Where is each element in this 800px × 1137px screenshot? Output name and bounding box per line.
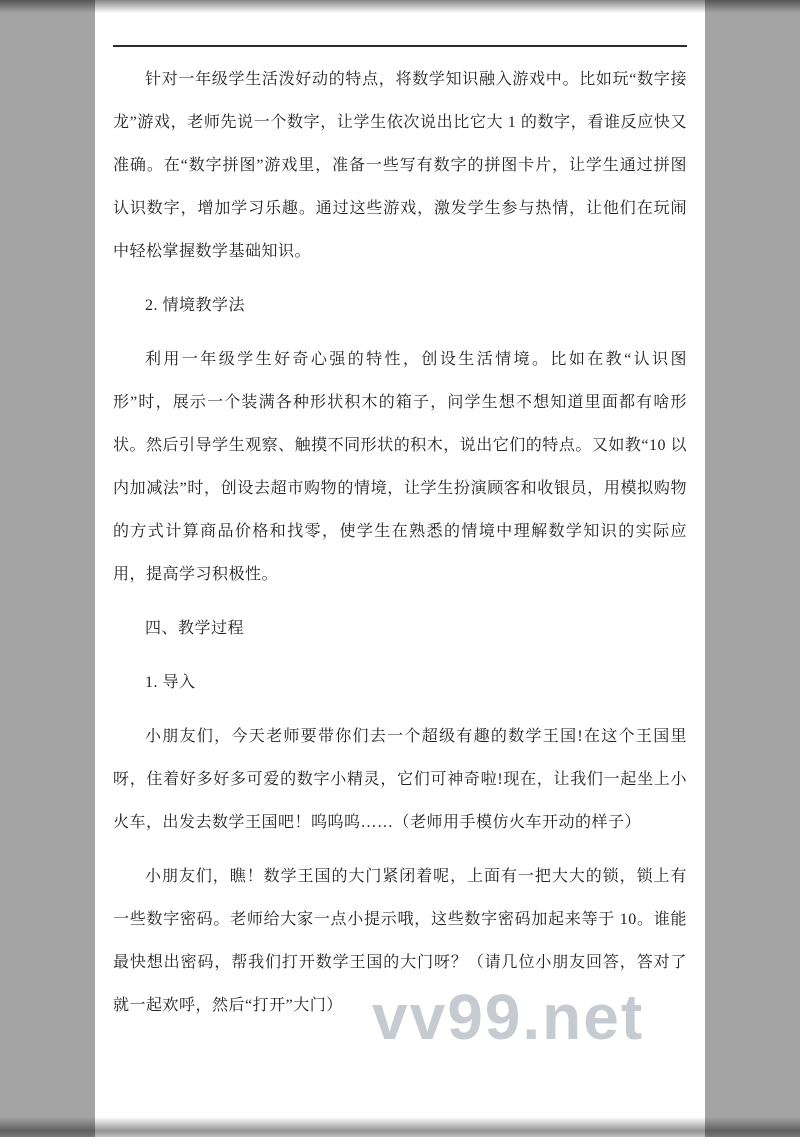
section-heading: 1. 导入 (145, 674, 196, 691)
paragraph: 小朋友们，今天老师要带你们去一个超级有趣的数学王国!在这个王国里呀，住着好多好多可爱的数字小精灵，它们可神奇啦!现在，让我们一起坐上小火车，出发去数学王国吧！呜呜呜……（老师用手模仿火车开动的样子） (113, 728, 687, 831)
document-page (95, 0, 705, 1137)
section-heading: 四、教学过程 (145, 620, 245, 637)
watermark: vv99.net (372, 981, 645, 1053)
paragraph: 利用一年级学生好奇心强的特性，创设生活情境。比如在教“认识图形”时，展示一个装满各种形状积木的箱子，问学生想不想知道里面都有啥形状。然后引导学生观察、触摸不同形状的积木，说出它们的特点。又如教“10 以内加减法”时，创设去超市购物的情境，让学生扮演顾客和收银员，用模拟购物的方式计算商品价格和找零，使学生在熟悉的情境中理解数学知识的实际应用，提高学习积极性。 (113, 351, 687, 583)
header-rule (113, 45, 687, 47)
paragraph: 小朋友们，瞧！数学王国的大门紧闭着呢，上面有一把大大的锁，锁上有一些数字密码。老师给大家一点小提示哦，这些数字密码加起来等于 10。谁能最快想出密码，帮我们打开数学王国的大门呀？（请几位小朋友回答，答对了就一起欢呼，然后“打开”大门） (113, 868, 687, 1014)
paragraph: 针对一年级学生活泼好动的特点，将数学知识融入游戏中。比如玩“数字接龙”游戏，老师先说一个数字，让学生依次说出比它大 1 的数字，看谁反应快又准确。在“数字拼图”游戏里，准备一些写有数字的拼图卡片，让学生通过拼图认识数字，增加学习乐趣。通过这些游戏，激发学生参与热情，让他们在玩闹中轻松掌握数学基础知识。 (113, 71, 687, 260)
section-heading: 2. 情境教学法 (145, 297, 246, 314)
document-body (113, 58, 687, 1027)
